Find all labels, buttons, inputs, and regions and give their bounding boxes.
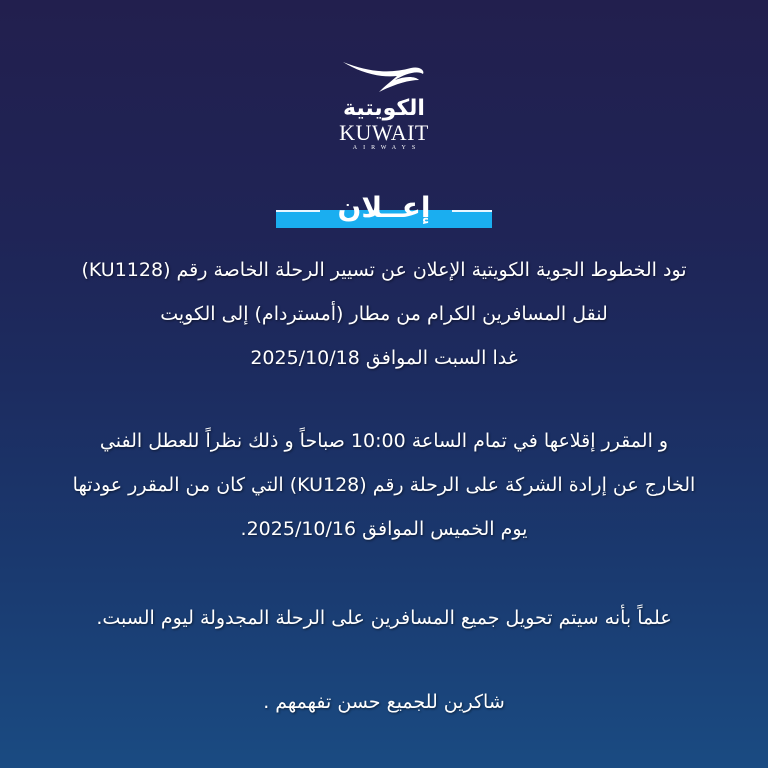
announcement-title: إعــلان <box>337 191 431 224</box>
text-line: يوم الخميس الموافق 2025/10/16. <box>240 518 528 540</box>
logo-english-name: KUWAIT <box>339 120 429 145</box>
text-line: و المقرر إقلاعها في تمام الساعة 10:00 صباحاً و ذلك نظراً للعطل الفني <box>99 430 669 452</box>
logo-english-subtitle: AIRWAYS <box>352 145 422 151</box>
text-line: غدا السبت الموافق 2025/10/18 <box>250 347 518 369</box>
text-line: شاكرين للجميع حسن تفهمهم . <box>263 691 505 713</box>
logo-arabic-name: الكويتية <box>343 96 425 121</box>
announcement-paragraph-3 <box>20 596 748 640</box>
text-line: الخارج عن إرادة الشركة على الرحلة رقم (KU128) التي كان من المقرر عودتها <box>72 474 696 496</box>
text-line: لنقل المسافرين الكرام من مطار (أمستردام) إلى الكويت <box>160 303 608 325</box>
text-line: تود الخطوط الجوية الكويتية الإعلان عن تسيير الرحلة الخاصة رقم (KU1128) <box>81 259 687 281</box>
announcement-paragraph-2 <box>20 419 748 551</box>
announcement-paragraph-1 <box>20 248 748 380</box>
kuwait-airways-logo <box>334 58 434 166</box>
text-line: علماً بأنه سيتم تحويل جميع المسافرين على الرحلة المجدولة ليوم السبت. <box>96 607 672 629</box>
kuwait-airways-bird-icon <box>339 58 429 94</box>
announcement-closing <box>20 680 748 724</box>
